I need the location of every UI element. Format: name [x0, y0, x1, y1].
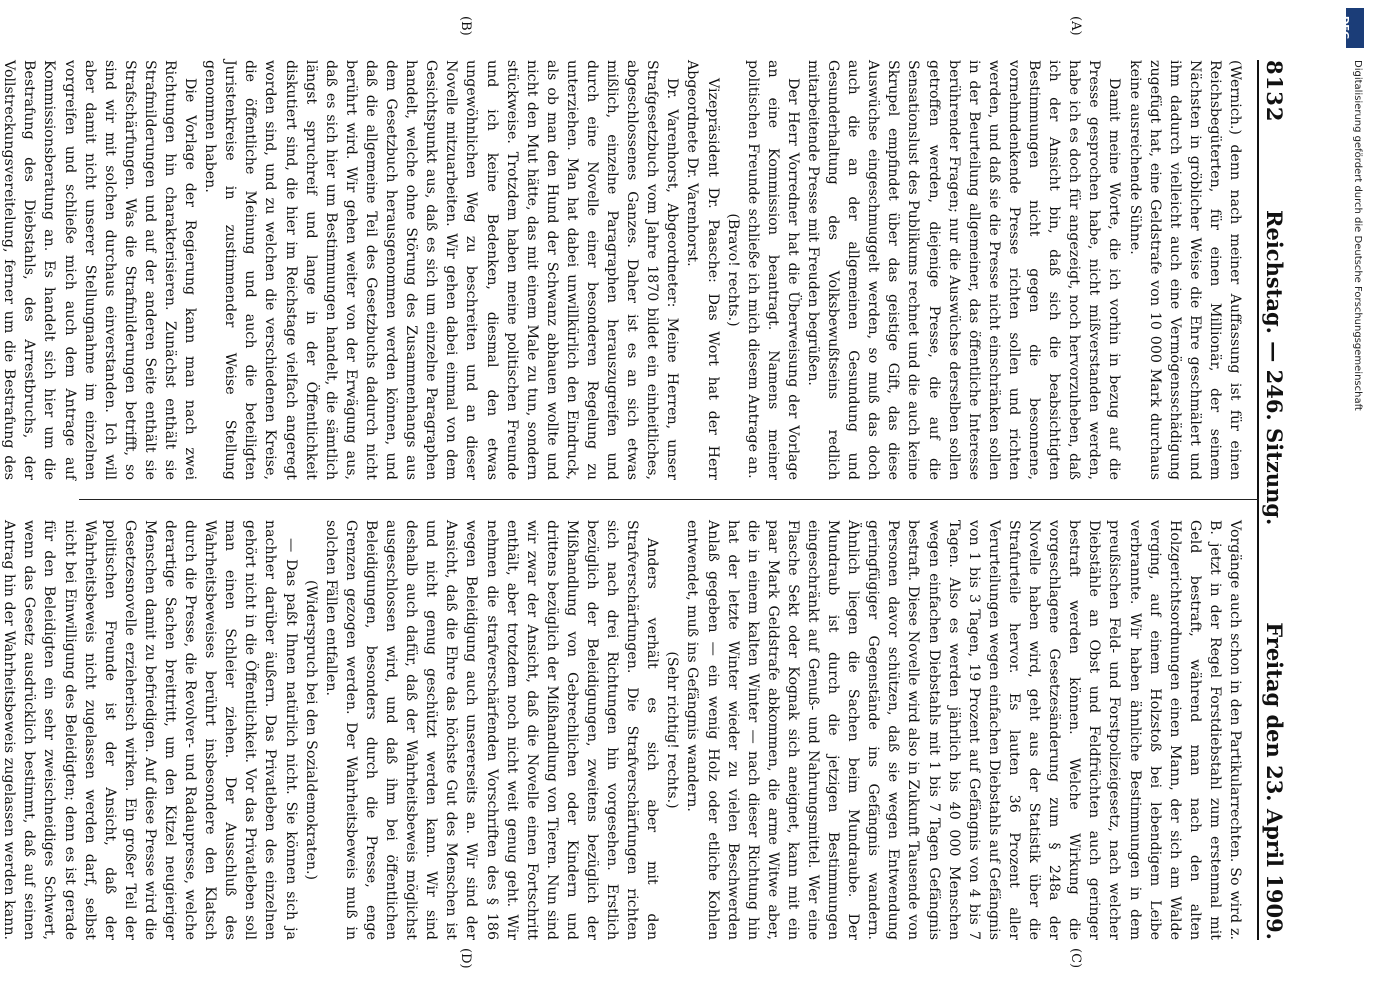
- interjection: (Widerspruch bei den Sozialdemokraten.): [302, 579, 319, 881]
- paragraph: Vizepräsident Dr. Paasche: Das Wort hat der Herr Abgeordnete Dr. Varenhorst.: [684, 60, 721, 480]
- paragraph: Damit meine Worte, die ich vorhin in bezug auf die Presse gesprochen habe, nicht mißverstanden werden, habe ich es doch für angezeigt, noch hervorzuheben, daß ich der Ansicht bin, daß sich die beabsichtigten Bestimmungen nicht gegen die besonnene, vornehmdenkende Presse richten sollen und richten werden, und daß sie die Presse nicht einschränken sollen in der Beurteilung allgemeiner, das öffentliche Interesse berührender Fragen; nur die Auswüchse derselben sollen getroffen werden, diejenige Presse, die auf die Sensationslust des Publikums rechnet und die auch keine Skrupel empfindet über das geistige Gift, das diese Auswüchse eingeschmuggelt werden, so muß das doch auch die an der allgemeinen Gesundung und Gesunderhaltung des Volksbewußtseins redlich mitarbeitende Presse mit Freuden begrüßen.: [805, 60, 1123, 480]
- paragraph: Vorgänge auch schon in den Partikularrechten. So wird z. B. jetzt in der Regel Forstdiebstahl zum erstenmal mit Geld bestraft, während man nach den alten Holzgerichtsordnungen einen Mann, der sich am Walde verging, auf einem Holzstoß bei lebendigem Leibe verbrannte. Wir haben ähnliche Bestimmungen in dem preußischen Feld- und Forstpolizeigesetz, nach welcher Diebstähle an Obst und Feldfrüchten auch geringer bestraft werden können. Welche Wirkung die vorgeschlagene Gesetzesänderung zum § 248a der Novelle haben wird, geht aus der Statistik über die Strafurteile hervor. Es lauten 36 Prozent aller Verurteilungen wegen einfachen Diebstahls auf Gefängnis von 1 bis 3 Tagen, 19 Prozent auf Gefängnis von 4 bis 7 Tagen. Also es werden jährlich bis 40 000 Menschen wegen einfachen Diebstahls mit 1 bis 7 Tagen Gefängnis bestraft. Diese Novelle wird also in Zukunft Tausende von Personen davor schützen, daß sie wegen Entwendung geringfügiger Gegenstände ins Gefängnis wandern. Ähnlich liegen die Sachen beim Mundraube. Der Mundraub ist durch die jetzigen Bestimmungen eingeschränkt auf Genuß- und Nahrungsmittel. Wer eine Flasche Sekt oder Kognak sich aneignet, kann mit ein paar Mark Geldstrafe abkommen, die arme Witwe aber, die in einem kalten Winter — nach dieser Richtung hin hat der letzte Winter wieder zu vielen Beschwerden Anlaß gegeben — ein wenig Holz oder etliche Kohlen entwendet, muß ins Gefängnis wandern.: [684, 520, 1243, 940]
- document-page: [1, 16, 1293, 969]
- paragraph: Dr. Varenhorst, Abgeordneter: Meine Herren, unser Strafgesetzbuch vom Jahre 1870 bildet ein einheitliches, abgeschlossenes Ganzes. Daher ist es an sich etwas mißlich, einzelne Paragraphen herauszugreifen und durch eine Novelle einer besonderen Regelung zu unterziehen. Man hat dabei unwillkürlich den Eindruck, als ob man den Hund der Schwanz abhauen wollte und nicht den Mut hätte, das mit einem Male zu tun, sondern stückweise. Trotzdem haben meine politischen Freunde und ich keine Bedenken, diesmal den etwas ungewöhnlichen Weg zu beschreiten und an dieser Novelle mitzuarbeiten. Wir gehen dabei einmal von dem Gesichtspunkt aus, daß es sich um einzelne Paragraphen handelt, welche ohne Störung des Zusammenhangs aus dem Gesetzbuch herausgenommen werden können, und daß die allgemeine Teil des Gesetzbuchs dadurch nicht berührt wird. Wir gehen weiter von der Erwägung aus, daß es sich hier um Bestimmungen handelt, die sämtlich längst spruchreif und lange in der Öffentlichkeit diskutiert sind, die hier im Reichstage vielfach angeregt worden sind, und zu welchen die verschiedenen Kreise, die öffentliche Meinung und auch die beteiligten Juristenkreise in zustimmender Weise Stellung genommen haben.: [202, 60, 681, 480]
- page-header: [1257, 60, 1293, 940]
- interjection: (Sehr richtig! rechts.): [664, 651, 681, 809]
- page-title: Reichstag. — 246. Sitzung.: [1262, 210, 1287, 526]
- page-date: Freitag den 23. April 1909.: [1262, 622, 1287, 940]
- interjection: (Bravo! rechts.): [724, 213, 741, 327]
- right-column: [1, 520, 1245, 940]
- paragraph: (Wernich.) denn nach meiner Auffassung ist für einen Reichsbegüterten, für einen Millionär, der seinem Nächsten in gröblicher Weise die Ehre geschmälert und ihm dadurch vielleicht auch eine Vermögensschädigung zugefügt hat, eine Geldstrafe von 10 000 Mark durchaus keine ausreichende Sühne.: [1126, 60, 1243, 480]
- paragraph: Anders verhält es sich aber mit den Strafverschärfungen. Die Strafverschärfungen richten sich nach drei Richtungen hin vorgesehen. Erstlich bezüglich der Beleidigungen, zweitens bezüglich der Mißhandlung von Gebrechlichen oder Kindern und drittens bezüglich der Mißhandlung von Tieren. Nun sind wir zwar der Ansicht, daß die Novelle einen Fortschritt enthält, aber trotzdem noch nicht weit genug geht. Wir nehmen die strafverschärfenden Vorschriften des § 186 wegen Beleidigung auch unsererseits an. Wir sind der Ansicht, daß die Ehre das höchste Gut des Menschen ist und nicht genug geschützt werden kann. Wir sind deshalb auch dafür, daß der Wahrheitsbeweis möglichst ausgeschlossen wird, und daß ihm bei öffentlichen Beleidigungen, besonders durch die Presse, enge Grenzen gezogen werden. Der Wahrheitsbeweis muß in solchen Fällen entfallen.: [322, 520, 661, 940]
- page-number: 8132: [1262, 60, 1287, 123]
- paragraph: Der Herr Vorredner hat die Überweisung der Vorlage an eine Kommission beantragt. Namens meiner politischen Freunde schließe ich mich diesem Antrage an.: [744, 60, 801, 480]
- left-column: [1, 60, 1245, 480]
- margin-marker-b: (B): [458, 16, 473, 36]
- paragraph: — Das paßt Ihnen natürlich nicht. Sie können sich ja nachher darüber äußern. Das Privatleben des einzelnen gehört nicht in die Öffentlichkeit. Vor das Privatleben soll man einen Schleier ziehen. Der Ausschluß des Wahrheitsbeweises berührt insbesondere den Klatsch durch die Presse, die Revolver- und Radaupresse, welche derartige Sachen breittritt, um den Kitzel neugieriger Menschen damit zu befriedigen. Auf diese Presse wird die Gesetzesnovelle erzieherisch wirken. Ein großer Teil der politischen Freunde ist der Ansicht, daß der Wahrheitsbeweis nicht zugelassen werden darf, selbst nicht bei Einwilligung des Beleidigten; denn es ist gerade für den Beleidigten ein sehr zweischneidiges Schwert, wenn das Gesetz ausdrücklich bestimmt, daß auf seinen Antrag hin der Wahrheitsbeweis zugelassen werden kann.: [1, 520, 299, 940]
- column-divider: [79, 499, 1259, 500]
- margin-marker-d: (D): [458, 948, 473, 969]
- digitization-strip: [1340, 0, 1383, 1000]
- margin-marker-c: (C): [1068, 948, 1083, 969]
- digitization-note: Digitalisierung gefördert durch die Deutsche Forschungsgemeinschaft: [1352, 60, 1363, 411]
- margin-marker-a: (A): [1068, 16, 1083, 36]
- dfg-logo: DFG: [1346, 8, 1364, 48]
- paragraph: Die Vorlage der Regierung kann man nach zwei Richtungen hin charakterisieren. Zunächst enthält sie Strafmilderungen und auf der anderen Seite enthält sie Strafschärfungen. Was die Strafmilderungen betrifft, so sind wir mit solchen durchaus einverstanden. Ich will aber damit nicht unserer Stellungnahme im einzelnen vorgreifen und schließe mich auch dem Antrage auf Kommissionsberatung an. Es handelt sich hier um die Bestrafung des Diebstahls, des Arrestbruchs, der Vollstreckungsvereitelung, ferner um die Bestrafung des: [1, 60, 199, 480]
